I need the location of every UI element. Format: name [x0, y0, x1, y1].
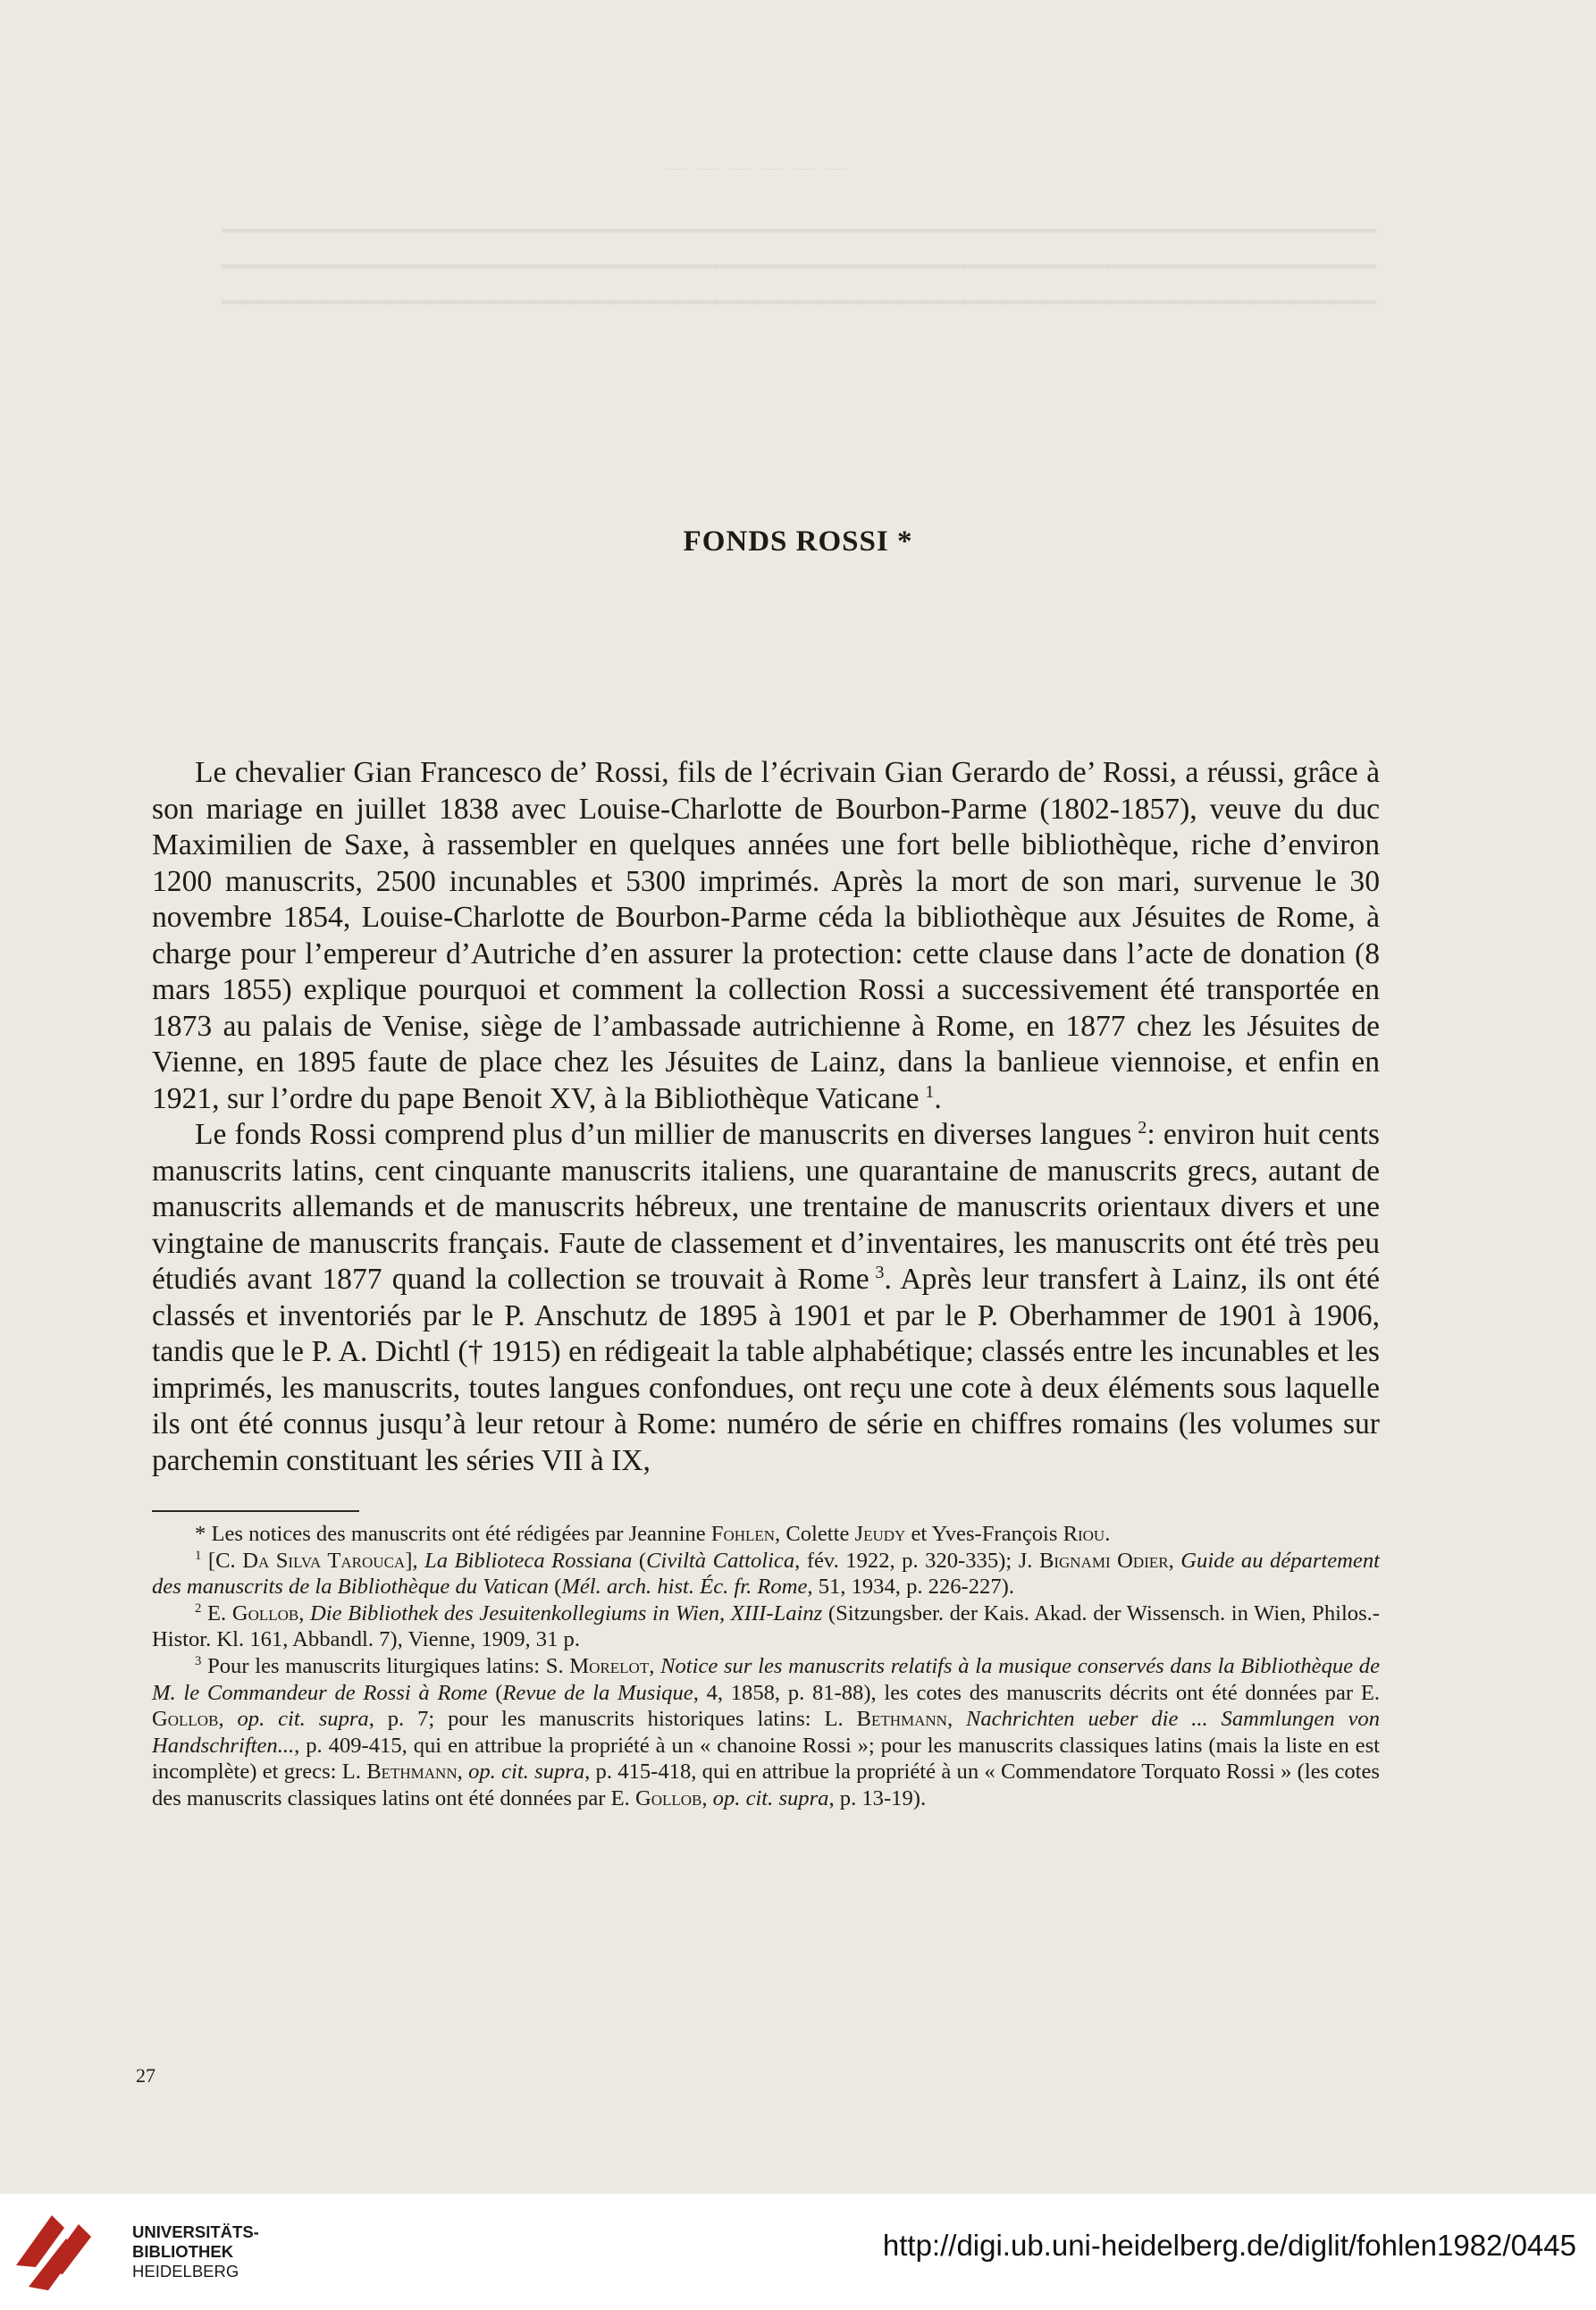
paragraph: Le chevalier Gian Francesco de’ Rossi, fils de l’écrivain Gian Gerardo de’ Rossi, a réussi, grâce à son mariage en juillet 1838 avec Louise-Charlotte de Bourbon-Parme (1802-1857), veuve du duc Maximilien de Saxe, à rassembler en quelques années une fort belle bibliothèque, riche d’environ 1200 manuscrits, 2500 incunables et 5300 imprimés. Après la mort de son mari, survenue le 30 novembre 1854, Louise-Charlotte de Bourbon-Parme céda la bibliothèque aux Jésuites de Rome, à charge pour l’empereur d’Autriche d’en assurer la protection: cette clause dans l’acte de donation (8 mars 1855) explique pourquoi et comment la collection Rossi a successivement été transportée en 1873 au palais de Venise, siège de l’ambassade autrichienne à Rome, en 1877 chez les Jésuites de Vienne, en 1895 faute de place chez les Jésuites de Lainz, dans la banlieue viennoise, et enfin en 1921, sur l’ordre du pape Benoit XV, à la Bibliothèque Vaticane $^1$.: [152, 756, 1380, 1115]
page-number: 27: [136, 2064, 155, 2087]
footnote-mark: 1: [195, 1548, 202, 1563]
bleed-through-text: — — — — — — ​▁▁▁▁▁▁▁▁▁▁▁▁▁▁▁▁▁▁▁▁▁▁▁▁▁▁▁▁▁▁▁▁▁▁▁▁▁▁▁▁▁▁▁▁▁▁▁▁▁▁▁▁▁▁▁▁ ▁▁▁▁▁▁▁▁▁▁▁▁▁▁▁▁▁▁▁▁▁▁▁▁▁▁▁▁▁▁▁▁▁▁▁▁▁▁▁▁▁▁▁▁▁▁▁▁▁▁▁▁▁▁▁▁ ▁▁▁▁▁▁▁▁▁▁▁▁▁▁▁▁▁▁▁▁▁▁▁▁▁▁▁▁▁▁▁▁▁▁▁▁▁▁▁▁▁▁▁▁▁▁▁▁▁▁▁▁▁▁▁▁: [222, 156, 1376, 304]
footnote-mark: 2: [195, 1600, 202, 1616]
section-title: FONDS ROSSI *: [683, 525, 913, 558]
paragraph-text: . Après leur transfert à Lainz, ils ont été classés et inventoriés par le P. Anschutz de 1895 à 1901 et par le P. Oberhammer de 1901 à 1906, tandis que le P. A. Dichtl († 1915) en rédigeait la table alphabétique; classés entre les incunables et les imprimés, les manuscrits, toutes langues confondues, ont reçu une cote à deux éléments sous laquelle ils ont été connus jusqu’à leur retour à Rome: numéro de série en chiffres romains (les volumes sur parchemin constituant les séries VII à IX,: [152, 1263, 1380, 1477]
footnote-3: $^3$ Pour les manuscrits liturgiques latins: S. Morelot, Notice sur les manuscrits relatifs à la musique conservés dans la Bibliothèque de M. le Commandeur de Rossi à Rome (Revue de la Musique, 4, 1858, p. 81-88), les cotes des manuscrits décrits ont été données par E. Gollob, op. cit. supra, p. 7; pour les manuscrits historiques latins: L. Bethmann, Nachrichten ueber die ... Sammlungen von Handschriften..., p. 409-415, qui en attribue la propriété à un « chanoine Rossi »; pour les manuscrits classiques latins (mais la liste en est incomplète) et grecs: L. Bethmann, op. cit. supra, p. 415-418, qui en attribue la propriété à un « Commendatore Torquato Rossi » (les cotes des manuscrits classiques latins ont été données par E. Gollob, op. cit. supra, p. 13-19).: [152, 1653, 1381, 1810]
footnote-mark: 3: [195, 1653, 202, 1668]
footnotes: [152, 1521, 1380, 1812]
library-name-line: HEIDELBERG: [132, 2262, 239, 2281]
source-url-link[interactable]: http://digi.ub.uni-heidelberg.de/diglit/fohlen1982/0445: [882, 2229, 1576, 2262]
body-text: [152, 755, 1380, 1479]
paragraph-text: Le chevalier Gian Francesco de’ Rossi, fils de l’écrivain Gian Gerardo de’ Rossi, a réussi, grâce à son mariage en juillet 1838 avec Louise-Charlotte de Bourbon-Parme (1802-1857), veuve du duc Maximilien de Saxe, à rassembler en quelques années une fort belle bibliothèque, riche d’environ 1200 manuscrits, 2500 incunables et 5300 imprimés. Après la mort de son mari, survenue le 30 novembre 1854, Louise-Charlotte de Bourbon-Parme céda la bibliothèque aux Jésuites de Rome, à charge pour l’empereur d’Autriche d’en assurer la protection: cette clause dans l’acte de donation (8 mars 1855) explique pourquoi et comment la collection Rossi a successivement été transportée en 1873 au palais de Venise, siège de l’ambassade autrichienne à Rome, en 1877 chez les Jésuites de Vienne, en 1895 faute de place chez les Jésuites de Lainz, dans la banlieue viennoise, et enfin en 1921, sur l’ordre du pape Benoit XV, à la Bibliothèque Vaticane: [152, 756, 1380, 1115]
heidelberg-university-library-logo-icon[interactable]: [9, 2212, 107, 2297]
footnote-ref[interactable]: 3: [875, 1262, 885, 1282]
library-name-line: BIBLIOTHEK: [132, 2242, 234, 2261]
footnote-divider: [152, 1510, 359, 1512]
paragraph-text: : environ huit cents manuscrits latins, cent cinquante manuscrits italiens, une quarantaine de manuscrits grecs, autant de manuscrits allemands et de manuscrits hébreux, une trentaine de manuscrits orientaux divers et une vingtaine de manuscrits français. Faute de classement et d’inventaires, les manuscrits ont été très peu étudiés avant 1877 quand la collection se trouvait à Rome: [152, 1118, 1380, 1296]
library-name-line: UNIVERSITÄTS-: [132, 2222, 259, 2241]
footnote-1: $^1$ [C. Da Silva Tarouca], La Biblioteca Rossiana (Civiltà Cattolica, fév. 1922, p. 320-335); J. Bignami Odier, Guide au département des manuscrits de la Bibliothèque du Vatican (Mél. arch. hist. Éc. fr. Rome, 51, 1934, p. 226-227).: [152, 1548, 1380, 1600]
paragraph-text: Le fonds Rossi comprend plus d’un millier de manuscrits en diverses langues: [195, 1118, 1132, 1151]
footnote-ref[interactable]: 2: [1138, 1117, 1147, 1138]
footnote-ref[interactable]: 1: [925, 1081, 935, 1102]
footnote-star: * Les notices des manuscrits ont été rédigées par Jeannine Fohlen, Colette Jeudy et Yves-François Riou.: [195, 1522, 1111, 1546]
paragraph: [152, 1117, 1380, 1479]
library-name[interactable]: [132, 2222, 259, 2281]
footnote-2: $^2$ E. Gollob, Die Bibliothek des Jesuitenkollegiums in Wien, XIII-Lainz (Sitzungsber. der Kais. Akad. der Wissensch. in Wien, Philos.-Histor. Kl. 161, Abbandl. 7), Vienne, 1909, 31 p.: [152, 1600, 1380, 1652]
